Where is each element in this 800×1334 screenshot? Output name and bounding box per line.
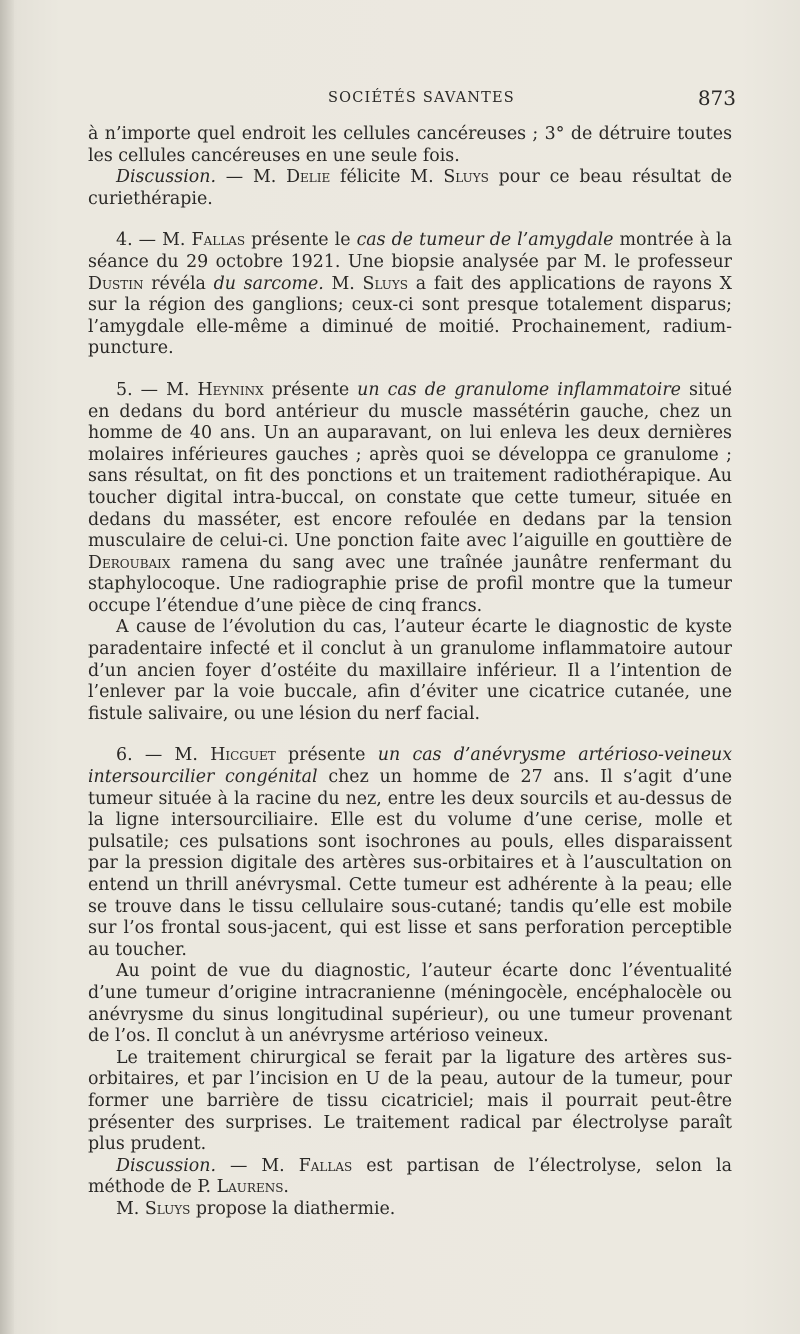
text-run: est partisan de l’électrolyse, selon la méthode de P. <box>88 1155 732 1198</box>
text-run: a fait des applications de rayons X sur la région des ganglions; ceux-ci sont presque totalement disparus; l’amygdale elle-même a diminué de moitié. Prochainement, radium-puncture. <box>88 273 732 359</box>
text-run: ramena du sang avec une traînée jaunâtre renfermant du staphylocoque. Une radiographie prise de profil montre que la tumeur occupe l’étendue d’une pièce de cinq francs. <box>88 552 732 616</box>
paragraph <box>88 230 732 360</box>
text-run: chez un homme de 27 ans. Il s’agit d’une tumeur située à la racine du nez, entre les deux sourcils et au-dessus de la ligne intersourciliaire. Elle est du volume d’une cerise, molle et pulsatile; ces pulsations sont isochrones au pouls, elles disparaissent par la pression digitale des artères sus-orbitaires et à l’auscultation on entend un thrill anévrysmal. Cette tumeur est adhérente à la peau; elle se trouve dans le tissu cellulaire sous-cutané; tandis qu’elle est mobile sur l’os frontal sous-jacent, qui est lisse et sans perforation perceptible au toucher. <box>88 767 732 960</box>
page-header <box>96 86 736 112</box>
running-title: SOCIÉTÉS SAVANTES <box>328 90 515 106</box>
italic-text: du sarcome. <box>213 273 324 294</box>
author-name: Deroubaix <box>88 552 171 573</box>
italic-text: Discussion. <box>116 167 216 188</box>
author-name: Dustin <box>88 273 144 294</box>
text-run: M. <box>323 273 363 294</box>
text-run: situé en dedans du bord antérieur du muscle massétérin gauche, chez un homme de 40 ans. Un an auparavant, on lui enleva les deux dernières molaires inférieures gauches ; après quoi se développa ce granulome ; sans résultat, on fit des ponctions et un traitement radiothérapique. Au toucher digital intra-buccal, on constate que cette tumeur, située en dedans du masséter, est encore refoulée en dedans par la tension musculaire de celui-ci. Une ponction faite avec l’aiguille en gouttière de <box>88 379 733 552</box>
paragraph <box>88 1199 732 1221</box>
text-run: présente le <box>245 230 357 251</box>
text-run: présente <box>263 379 358 400</box>
text-run: 4. — M. <box>116 230 192 251</box>
author-name: Fallas <box>298 1155 353 1176</box>
paragraph <box>88 167 732 210</box>
author-name: Heyninx <box>197 379 264 400</box>
author-name: Sluys <box>443 167 489 188</box>
author-name: Sluys <box>362 273 409 294</box>
paragraph <box>88 1048 732 1156</box>
text-run: — M. <box>215 167 287 188</box>
text-run: pour ce beau résultat de curiethérapie. <box>88 167 733 209</box>
page-number: 873 <box>697 86 736 110</box>
page-binding-edge <box>0 0 14 1334</box>
paragraph <box>88 617 732 725</box>
text-run: présente <box>275 745 378 766</box>
text-run: . <box>283 1177 289 1198</box>
text-run: — M. <box>215 1155 299 1176</box>
author-name: Sluys <box>144 1198 191 1219</box>
italic-text: un cas de granulome inflammatoire <box>357 379 681 400</box>
text-run: Le traitement chirurgical se ferait par la ligature des artères sus-orbitaires, et par l’incision en U de la peau, autour de la tumeur, pour former une barrière de tissu cicatriciel; mais il pourrait peut-être présenter des surprises. Le traitement radical par électrolyse paraît plus prudent. <box>88 1047 732 1155</box>
text-run: 5. — M. <box>116 379 198 400</box>
text-run: Au point de vue du diagnostic, l’auteur écarte donc l’éventualité d’une tumeur d’origine intracranienne (méningocèle, encéphalocèle ou anévrysme du sinus longitudinal supérieur), ou une tumeur provenant de l’os. Il conclut à un anévrysme artérioso veineux. <box>88 961 732 1047</box>
text-run: félicite M. <box>330 167 444 188</box>
text-run: montrée à la séance du 29 octobre 1921. Une biopsie analysée par M. le professeur <box>88 230 732 272</box>
text-run: M. <box>116 1198 145 1219</box>
paragraph <box>88 124 732 167</box>
text-run: à n’importe quel endroit les cellules cancéreuses ; 3° de détruire toutes les cellules cancéreuses en une seule fois. <box>88 124 732 166</box>
author-name: Laurens <box>216 1177 284 1198</box>
page-body <box>88 124 732 1221</box>
text-run: propose la diathermie. <box>190 1198 396 1219</box>
text-run: A cause de l’évolution du cas, l’auteur écarte le diagnostic de kyste paradentaire infecté et il conclut à un granulome inflammatoire autour d’un ancien foyer d’ostéite du maxillaire inférieur. Il a l’intention de l’enlever par la voie buccale, afin d’éviter une cicatrice cutanée, une fistule salivaire, ou une lésion du nerf facial. <box>88 617 732 724</box>
author-name: Hicguet <box>210 745 276 766</box>
author-name: Fallas <box>191 230 246 251</box>
paragraph <box>88 961 732 1047</box>
paragraph <box>88 1156 732 1199</box>
italic-text: un cas d’anévrysme artérioso-veineux intersourcilier congénital <box>88 745 733 788</box>
text-run: révéla <box>143 273 214 294</box>
text-run: 6. — M. <box>116 745 211 766</box>
paragraph <box>88 380 732 618</box>
author-name: Delie <box>286 167 331 188</box>
italic-text: Discussion. <box>116 1155 216 1176</box>
italic-text: cas de tumeur de l’amygdale <box>356 230 614 251</box>
paragraph <box>88 745 732 961</box>
